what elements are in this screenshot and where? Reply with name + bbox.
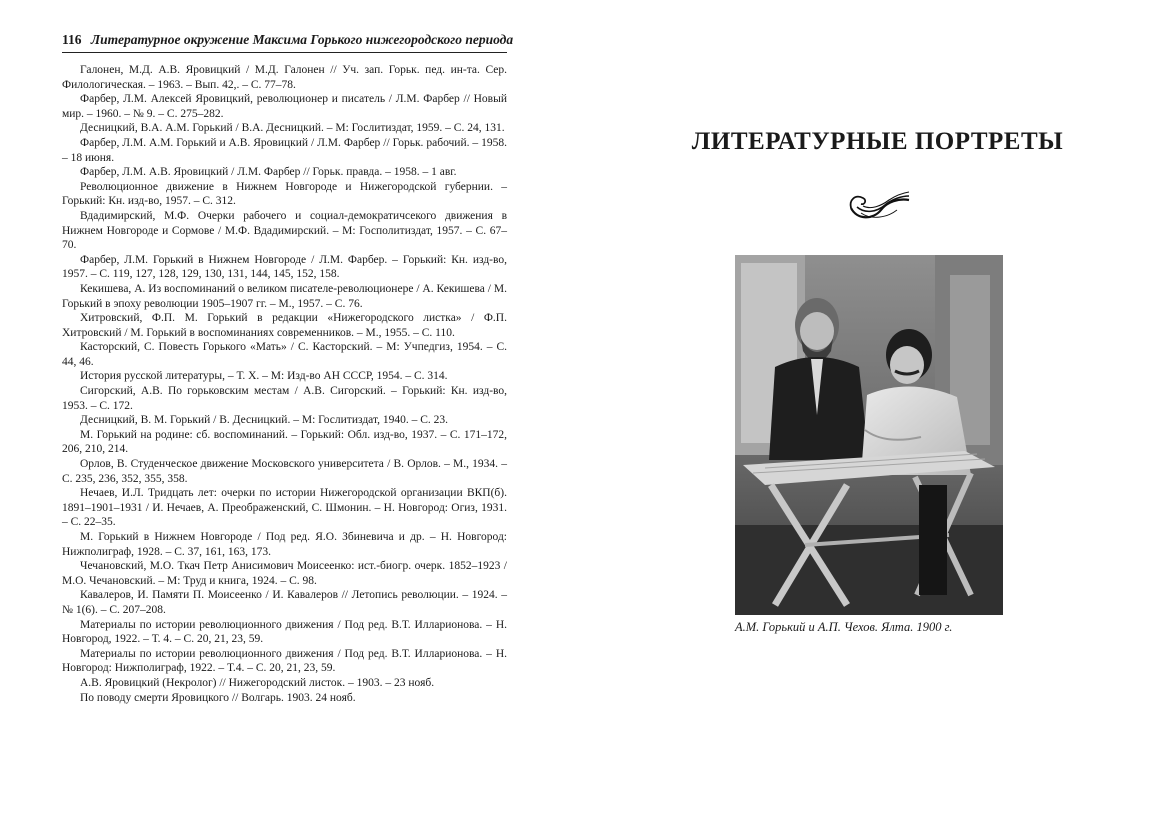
reference-item: Десницкий, В.А. А.М. Горький / В.А. Десницкий. – М: Гослитиздат, 1959. – С. 24, 131.: [80, 122, 505, 135]
flourish-ornament-icon: [847, 186, 911, 226]
reference-item: Фарбер, Л.М. Алексей Яровицкий, революционер и писатель / Л.М. Фарбер // Новый мир. – 1960. – № 9. – С. 275–282.: [62, 93, 507, 120]
left-page: [62, 32, 514, 812]
section-title: ЛИТЕРАТУРНЫЕ ПОРТРЕТЫ: [691, 128, 1064, 155]
reference-item: Чечановский, М.О. Ткач Петр Анисимович Моисеенко: ист.-биогр. очерк. 1852–1923 / М.О. Чечановский. – М: Труд и книга, 1924. – С. 98.: [62, 560, 507, 587]
reference-item: Нечаев, И.Л. Тридцать лет: очерки по истории Нижегородской организации ВКП(б). 1891–1901–1931 / И. Нечаев, А. Преображенский, С. Шмонин. – Н. Новгород: Огиз, 1931. – С. 22–35.: [62, 487, 507, 529]
reference-item: История русской литературы, – Т. X. – М: Изд-во АН СССР, 1954. – С. 314.: [80, 370, 448, 383]
reference-item: Кавалеров, И. Памяти П. Моисеенко / И. Кавалеров // Летопись революции. – 1924. – № 1(6). – С. 207–208.: [62, 589, 507, 616]
reference-list: [62, 63, 507, 705]
reference-item: А.В. Яровицкий (Некролог) // Нижегородский листок. – 1903. – 23 нояб.: [80, 676, 435, 689]
reference-item: Фарбер, Л.М. А.В. Яровицкий / Л.М. Фарбер // Горьк. правда. – 1958. – 1 авг.: [80, 166, 457, 179]
reference-item: М. Горький в Нижнем Новгороде / Под ред. Я.О. Збиневича и др. – Н. Новгород: Нижполиграф, 1928. – С. 37, 161, 163, 173.: [62, 531, 507, 558]
right-page: [590, 0, 1165, 827]
reference-item: Материалы по истории революционного движения / Под ред. В.Т. Илларионова. – Н. Новгород: Нижполиграф, 1922. – Т.4. – С. 20, 21, 23, 59.: [62, 647, 507, 675]
photo-caption: А.М. Горький и А.П. Чехов. Ялта. 1900 г.: [735, 620, 953, 634]
reference-item: М. Горький на родине: сб. воспоминаний. – Горький: Обл. изд-во, 1937. – С. 171–172, 206, 210, 214.: [62, 428, 507, 456]
reference-item: Материалы по истории революционного движения / Под ред. В.Т. Илларионова. – Н. Новгород, 1922. – Т. 4. – С. 20, 21, 23, 59.: [62, 618, 507, 646]
reference-item: Сигорский, А.В. По горьковским местам / А.В. Сигорский. – Горький: Кн. изд-во, 1953. – С. 172.: [62, 385, 507, 412]
running-head: [62, 32, 514, 53]
page-number: 116: [62, 32, 82, 47]
reference-item: Фарбер, Л.М. А.М. Горький и А.В. Яровицкий / Л.М. Фарбер // Горьк. рабочий. – 1958. – 18 июня.: [62, 136, 507, 164]
reference-item: Галонен, М.Д. А.В. Яровицкий / М.Д. Галонен // Уч. зап. Горьк. пед. ин-та. Сер. Филологическая. – 1963. – Вып. 42,. – С. 77–78.: [62, 64, 507, 91]
reference-item: Кекишева, А. Из воспоминаний о великом писателе-революционере / А. Кекишева / М. Горький в эпоху революции 1905–1907 гг. – М., 1957. – С. 76.: [62, 282, 507, 310]
reference-item: По поводу смерти Яровицкого // Волгарь. 1903. 24 нояб.: [80, 691, 356, 704]
portrait-photo-icon: [735, 255, 1003, 615]
reference-item: Касторский, С. Повесть Горького «Мать» / С. Касторский. – М: Учпедгиз, 1954. – С. 44, 46.: [62, 341, 507, 368]
reference-item: Революционное движение в Нижнем Новгороде и Нижегородской губернии. – Горький: Кн. изд-во, 1957. – С. 312.: [62, 180, 507, 208]
reference-item: Фарбер, Л.М. Горький в Нижнем Новгороде / Л.М. Фарбер. – Горький: Кн. изд-во, 1957. – С. 119, 127, 128, 129, 130, 131, 144, 145, 152, 158.: [62, 253, 507, 281]
reference-item: Орлов, В. Студенческое движение Московского университета / В. Орлов. – М., 1934. – С. 235, 236, 352, 355, 358.: [62, 458, 507, 485]
reference-item: Вдадимирский, М.Ф. Очерки рабочего и социал-демократичсекого движения в Нижнем Новгороде и Сормове / М.Ф. Вдадимирский. – М: Госполитиздат, 1957. – С. 67–70.: [62, 209, 507, 252]
running-title: Литературное окружение Максима Горького нижегородского периода: [90, 32, 514, 47]
reference-item: Хитровский, Ф.П. М. Горький в редакции «Нижегородского листка» / Ф.П. Хитровский / М. Горький в воспоминаниях современников. – М., 1955. – С. 110.: [62, 312, 507, 339]
reference-item: Десницкий, В. М. Горький / В. Десницкий. – М: Гослитиздат, 1940. – С. 23.: [80, 414, 449, 427]
